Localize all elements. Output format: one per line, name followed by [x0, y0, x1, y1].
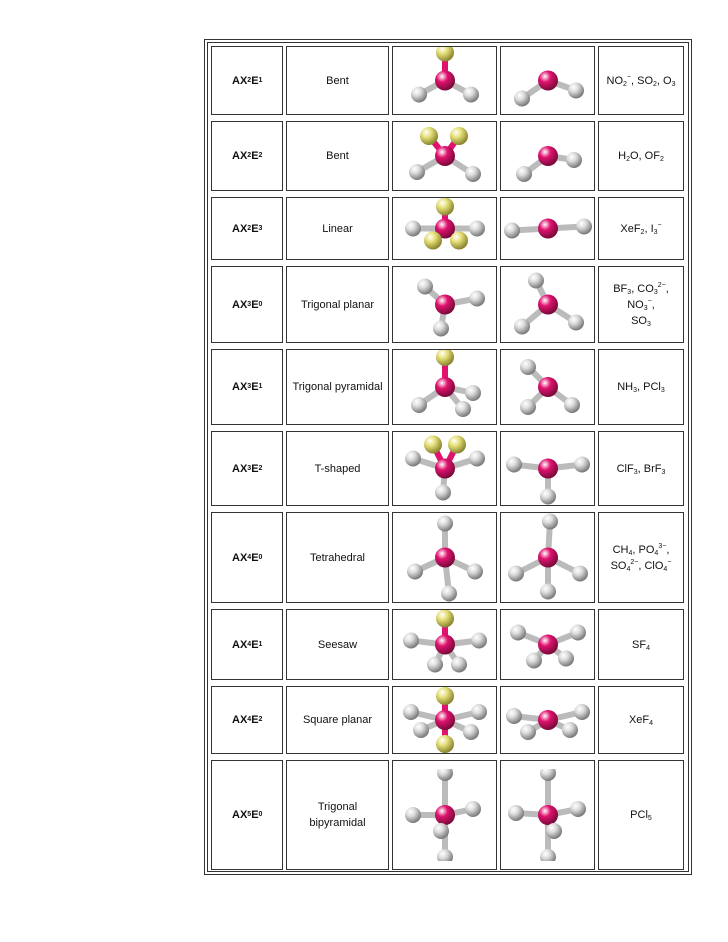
- central-atom: [538, 710, 558, 730]
- molecular-geometry-model: [500, 46, 595, 115]
- example-molecules: ClF$_3$, BrF$_3$: [598, 431, 684, 506]
- molecular-geometry-model: [500, 197, 595, 260]
- ball-and-stick-model: [503, 769, 593, 861]
- ligand-atom: [405, 221, 421, 237]
- ligand-atom: [528, 273, 544, 289]
- ligand-atom: [463, 724, 479, 740]
- ligand-atom: [520, 359, 536, 375]
- central-atom: [538, 295, 558, 315]
- molecular-shape: Tetrahedral: [286, 512, 389, 603]
- central-atom: [435, 377, 455, 397]
- ligand-atom: [433, 321, 449, 337]
- example-molecules: $CH_4$, $PO_4^{3-}$, $SO_4^{2-}$, ClO$_4$−: [598, 512, 684, 603]
- central-atom: [538, 548, 558, 568]
- molecular-geometry-model: [500, 349, 595, 425]
- ball-and-stick-model: [503, 267, 593, 342]
- electron-geometry-model: [392, 512, 497, 603]
- ligand-atom: [540, 849, 556, 861]
- lone-pair-sphere: [436, 47, 454, 62]
- central-atom: [538, 635, 558, 655]
- example-molecules: XeF$_4$: [598, 686, 684, 754]
- ligand-atom: [467, 564, 483, 580]
- ball-and-stick-model: [503, 687, 593, 753]
- ligand-atom: [562, 722, 578, 738]
- molecular-geometry-model: [500, 431, 595, 506]
- ligand-atom: [520, 399, 536, 415]
- central-atom: [538, 805, 558, 825]
- electron-geometry-model: [392, 760, 497, 870]
- ball-and-stick-model-with-lone-pairs: [395, 610, 495, 679]
- ligand-atom: [437, 849, 453, 861]
- example-molecules: $H_2O$, $OF_2$: [598, 121, 684, 191]
- ligand-atom: [403, 704, 419, 720]
- central-atom: [435, 71, 455, 91]
- ligand-atom: [465, 166, 481, 182]
- electron-geometry-model: [392, 686, 497, 754]
- vsepr-geometry-table: [207, 42, 689, 872]
- ligand-atom: [413, 722, 429, 738]
- molecular-geometry-model: [500, 686, 595, 754]
- central-atom: [435, 459, 455, 479]
- example-molecules: XeF$_2$, $I_3^-$: [598, 197, 684, 260]
- ligand-atom: [451, 657, 467, 673]
- ligand-atom: [564, 397, 580, 413]
- ball-and-stick-model-with-lone-pairs: [395, 122, 495, 190]
- example-molecules: $BF_3$, $CO_3^{2-}$, $NO_3^-$, $SO_3$: [598, 266, 684, 343]
- axe-notation: AX 2 E 3: [211, 197, 283, 260]
- central-atom: [538, 459, 558, 479]
- ball-and-stick-model-with-lone-pairs: [395, 432, 495, 505]
- ball-and-stick-model-with-lone-pairs: [395, 47, 495, 114]
- ligand-atom: [437, 769, 453, 781]
- table-row: [208, 346, 688, 428]
- ligand-atom: [409, 164, 425, 180]
- lone-pair-sphere: [450, 127, 468, 145]
- ligand-atom: [540, 769, 556, 781]
- ligand-atom: [542, 514, 558, 530]
- axe-notation: AX 3 E 0: [211, 266, 283, 343]
- central-atom: [538, 71, 558, 91]
- ligand-atom: [405, 807, 421, 823]
- ligand-atom: [405, 451, 421, 467]
- ligand-atom: [568, 83, 584, 99]
- example-molecules: $SF_4$: [598, 609, 684, 680]
- ligand-atom: [411, 87, 427, 103]
- table-row: [208, 118, 688, 194]
- ball-and-stick-model-with-lone-pairs: [395, 198, 495, 259]
- molecular-shape: Bent: [286, 46, 389, 115]
- ball-and-stick-model: [503, 610, 593, 679]
- ligand-atom: [435, 485, 451, 501]
- ball-and-stick-model: [503, 432, 593, 505]
- central-atom: [435, 635, 455, 655]
- ball-and-stick-model: [503, 513, 593, 602]
- example-molecules: $NO_2^-$, $SO_2$, $O_3$: [598, 46, 684, 115]
- molecular-shape: Linear: [286, 197, 389, 260]
- ball-and-stick-model-with-lone-pairs: [395, 350, 495, 424]
- ligand-atom: [508, 566, 524, 582]
- axe-notation: AX 4 E 1: [211, 609, 283, 680]
- example-molecules: PCl$_5$: [598, 760, 684, 870]
- lone-pair-sphere: [436, 198, 454, 216]
- lone-pair-sphere: [436, 610, 454, 628]
- table-row: [208, 683, 688, 757]
- ball-and-stick-model: [503, 122, 593, 190]
- ligand-atom: [463, 87, 479, 103]
- central-atom: [435, 295, 455, 315]
- ball-and-stick-model-with-lone-pairs: [395, 267, 495, 342]
- table-row: [208, 263, 688, 346]
- ligand-atom: [441, 586, 457, 602]
- ball-and-stick-model: [503, 198, 593, 259]
- electron-geometry-model: [392, 609, 497, 680]
- ligand-atom: [433, 823, 449, 839]
- axe-notation: AX 3 E 2: [211, 431, 283, 506]
- central-atom: [435, 146, 455, 166]
- lone-pair-sphere: [450, 232, 468, 250]
- ligand-atom: [504, 223, 520, 239]
- ligand-atom: [427, 657, 443, 673]
- ligand-atom: [540, 584, 556, 600]
- central-atom: [435, 805, 455, 825]
- lone-pair-sphere: [436, 350, 454, 366]
- ligand-atom: [469, 451, 485, 467]
- example-molecules: $NH_3$, PCl$_3$: [598, 349, 684, 425]
- ball-and-stick-model-with-lone-pairs: [395, 513, 495, 602]
- axe-notation: AX 2 E 1: [211, 46, 283, 115]
- ligand-atom: [526, 653, 542, 669]
- ball-and-stick-model: [503, 350, 593, 424]
- ligand-atom: [465, 385, 481, 401]
- ligand-atom: [570, 625, 586, 641]
- axe-notation: AX 5 E 0: [211, 760, 283, 870]
- ligand-atom: [574, 704, 590, 720]
- axe-notation: AX 4 E 0: [211, 512, 283, 603]
- ligand-atom: [546, 823, 562, 839]
- ligand-atom: [570, 801, 586, 817]
- lone-pair-sphere: [424, 232, 442, 250]
- axe-notation: AX 4 E 2: [211, 686, 283, 754]
- ligand-atom: [520, 724, 536, 740]
- molecular-geometry-model: [500, 609, 595, 680]
- table-row: [208, 43, 688, 118]
- ball-and-stick-model: [503, 47, 593, 114]
- molecular-shape: Trigonal pyramidal: [286, 349, 389, 425]
- ligand-atom: [407, 564, 423, 580]
- ligand-atom: [471, 633, 487, 649]
- ligand-atom: [514, 319, 530, 335]
- central-atom: [538, 146, 558, 166]
- ligand-atom: [465, 801, 481, 817]
- electron-geometry-model: [392, 121, 497, 191]
- molecular-shape: T-shaped: [286, 431, 389, 506]
- ligand-atom: [508, 805, 524, 821]
- lone-pair-sphere: [420, 127, 438, 145]
- electron-geometry-model: [392, 197, 497, 260]
- ligand-atom: [469, 221, 485, 237]
- ligand-atom: [471, 704, 487, 720]
- molecular-shape: Trigonal planar: [286, 266, 389, 343]
- molecular-geometry-model: [500, 266, 595, 343]
- ligand-atom: [566, 152, 582, 168]
- table-row: [208, 757, 688, 873]
- molecular-geometry-model: [500, 121, 595, 191]
- electron-geometry-model: [392, 266, 497, 343]
- table-row: [208, 428, 688, 509]
- ligand-atom: [417, 279, 433, 295]
- ligand-atom: [411, 397, 427, 413]
- central-atom: [538, 219, 558, 239]
- ligand-atom: [506, 457, 522, 473]
- lone-pair-sphere: [436, 735, 454, 753]
- ligand-atom: [540, 489, 556, 505]
- molecular-shape: Trigonal bipyramidal: [286, 760, 389, 870]
- lone-pair-sphere: [424, 436, 442, 454]
- ball-and-stick-model-with-lone-pairs: [395, 687, 495, 753]
- electron-geometry-model: [392, 349, 497, 425]
- ligand-atom: [514, 91, 530, 107]
- molecular-shape: Square planar: [286, 686, 389, 754]
- molecular-geometry-model: [500, 760, 595, 870]
- ligand-atom: [574, 457, 590, 473]
- ligand-atom: [403, 633, 419, 649]
- ligand-atom: [469, 291, 485, 307]
- molecular-shape: Seesaw: [286, 609, 389, 680]
- ligand-atom: [510, 625, 526, 641]
- electron-geometry-model: [392, 46, 497, 115]
- molecular-geometry-model: [500, 512, 595, 603]
- table-row: [208, 509, 688, 606]
- lone-pair-sphere: [436, 687, 454, 705]
- axe-notation: AX 3 E 1: [211, 349, 283, 425]
- axe-notation: AX 2 E 2: [211, 121, 283, 191]
- ligand-atom: [572, 566, 588, 582]
- central-atom: [435, 548, 455, 568]
- ball-and-stick-model-with-lone-pairs: [395, 769, 495, 861]
- ligand-atom: [516, 166, 532, 182]
- central-atom: [538, 377, 558, 397]
- central-atom: [435, 710, 455, 730]
- molecular-shape: Bent: [286, 121, 389, 191]
- table-row: [208, 606, 688, 683]
- ligand-atom: [568, 315, 584, 331]
- electron-geometry-model: [392, 431, 497, 506]
- ligand-atom: [506, 708, 522, 724]
- ligand-atom: [437, 516, 453, 532]
- ligand-atom: [558, 651, 574, 667]
- ligand-atom: [576, 219, 592, 235]
- lone-pair-sphere: [448, 436, 466, 454]
- table-row: [208, 194, 688, 263]
- ligand-atom: [455, 401, 471, 417]
